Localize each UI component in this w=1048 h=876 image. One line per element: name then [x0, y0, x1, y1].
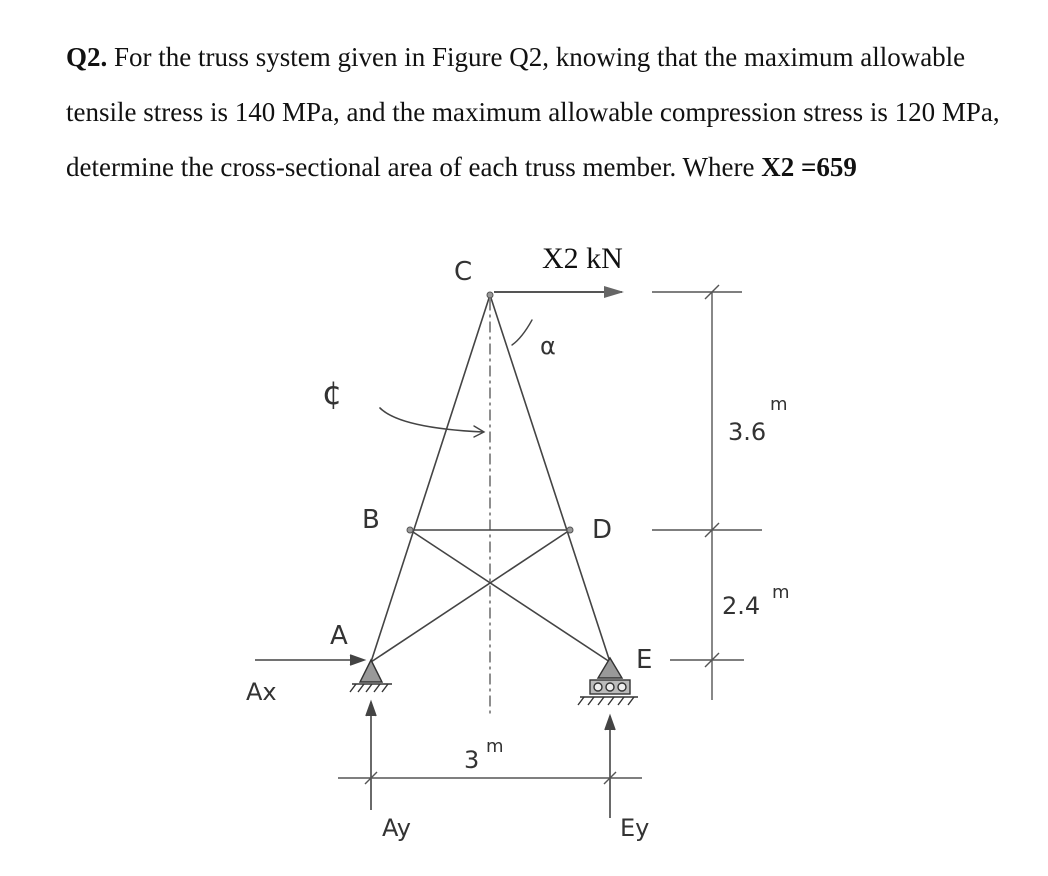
member-be — [410, 530, 610, 662]
dimension-upper-unit: m — [770, 394, 788, 415]
centerline-pointer — [380, 408, 483, 432]
member-da — [371, 530, 570, 662]
dimension-upper-value: 3.6 — [728, 418, 767, 446]
angle-arc — [512, 320, 532, 345]
joint-c — [487, 292, 493, 298]
node-label-e: E — [636, 645, 653, 675]
dimension-lower-unit: m — [772, 582, 790, 603]
load-label: X2 kN — [542, 242, 623, 275]
question-parameter: X2 =659 — [761, 152, 857, 182]
member-ca — [371, 295, 490, 662]
roller-support-e — [598, 658, 622, 678]
centerline-symbol: ¢ — [322, 374, 343, 412]
question-body: For the truss system given in Figure Q2, knowing that the maximum allowable tensile stress is 140 MPa, and the maximum allowable compression stress is 120 MPa, determine the cross-sectional area of each truss member. Where — [66, 42, 1000, 182]
joint-d — [567, 527, 573, 533]
question-label: Q2. — [66, 42, 108, 72]
angle-label: α — [540, 332, 556, 360]
pin-support-a — [360, 660, 382, 682]
node-label-b: B — [362, 505, 380, 535]
dimension-base-value: 3 — [464, 746, 480, 774]
node-label-c: C — [454, 257, 473, 287]
reaction-ey-label: Ey — [620, 814, 650, 842]
node-label-a: A — [330, 621, 348, 651]
reaction-ay-label: Ay — [382, 814, 411, 842]
dimension-base-unit: m — [486, 736, 504, 757]
reaction-ax-label: Ax — [246, 678, 277, 706]
node-label-d: D — [592, 515, 613, 545]
joint-b — [407, 527, 413, 533]
dimension-lower-value: 2.4 — [722, 592, 761, 620]
